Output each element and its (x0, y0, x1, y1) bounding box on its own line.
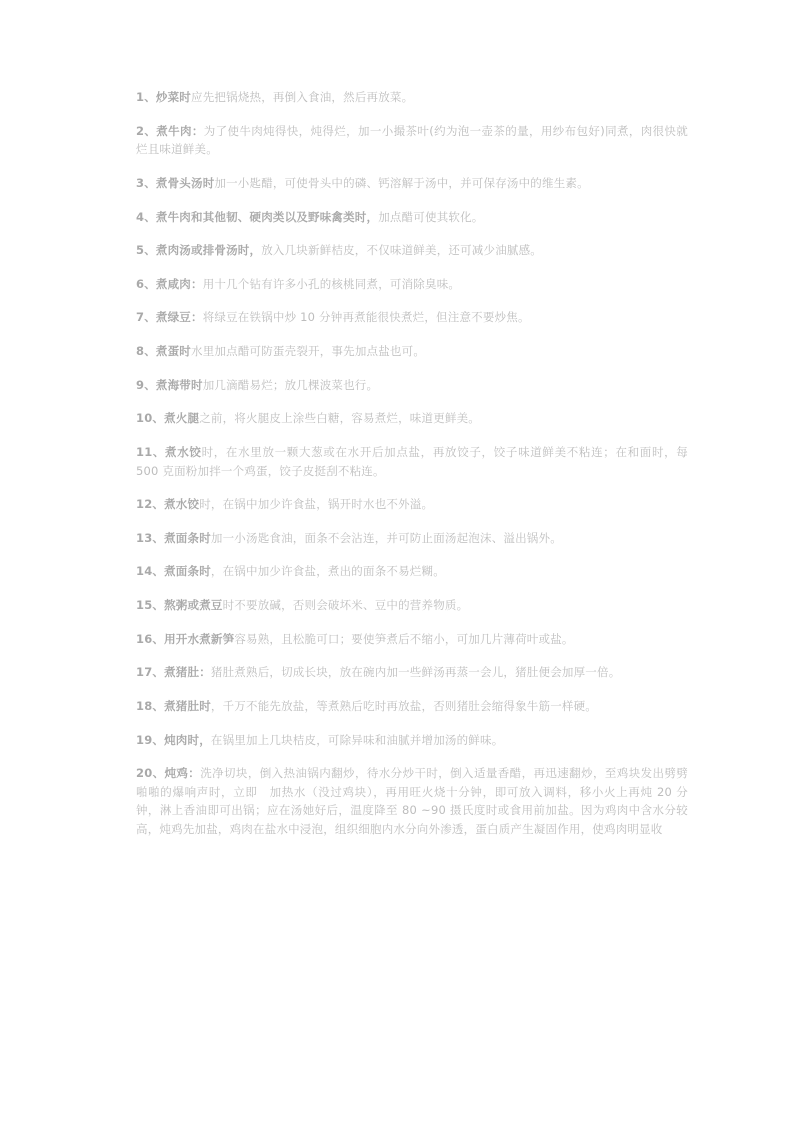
tip-paragraph-9 (136, 376, 688, 395)
tip-lead-2: 2、煮牛肉： (136, 123, 204, 138)
tip-lead-6: 6、煮咸肉： (136, 276, 203, 291)
tip-text-18: ，千万不能先放盐，等煮熟后吃时再放盐，否则猪肚会缩得象牛筋一样硬。 (210, 698, 598, 713)
tip-paragraph-20 (136, 764, 688, 839)
tip-lead-12: 12、煮水饺 (136, 497, 200, 512)
tip-paragraph-10 (136, 409, 688, 428)
tip-text-6: 用十几个钻有许多小孔的核桃同煮，可消除臭味。 (202, 276, 461, 291)
tip-lead-14: 14、煮面条时 (136, 564, 211, 579)
tip-paragraph-17 (136, 663, 688, 682)
tip-paragraph-8 (136, 342, 688, 361)
tip-text-7: 将绿豆在铁锅中炒 10 分钟再煮能很快煮烂，但注意不要炒焦。 (202, 310, 530, 325)
tip-paragraph-5 (136, 241, 688, 260)
tip-paragraph-3 (136, 174, 688, 193)
tip-lead-19: 19、炖肉时， (136, 732, 211, 747)
tip-text-19: 在锅里加上几块桔皮，可除异味和油腻并增加汤的鲜味。 (210, 732, 504, 747)
tip-lead-9: 9、煮海带时 (136, 377, 203, 392)
tip-lead-1: 1、炒菜时 (136, 90, 192, 104)
tip-text-2: 为了使牛肉炖得快，炖得烂，加一小撮茶叶(约为泡一壶茶的量，用纱布包好)同煮，肉很快就烂且味道鲜美。 (136, 123, 688, 157)
tip-lead-4: 4、煮牛肉和其他韧、硬肉类以及野味禽类时， (136, 209, 379, 224)
tip-lead-8: 8、煮蛋时 (136, 344, 192, 358)
tip-lead-17: 17、煮猪肚： (136, 665, 211, 680)
tip-lead-10: 10、煮火腿 (136, 411, 200, 426)
tip-text-10: 之前，将火腿皮上涂些白糖，容易煮烂，味道更鲜美。 (199, 411, 481, 426)
tip-text-9: 加几滴醋易烂；放几棵波菜也行。 (202, 377, 379, 392)
tip-lead-20: 20、炖鸡： (136, 766, 201, 781)
tip-lead-7: 7、煮绿豆： (136, 310, 203, 325)
tip-text-1: 应先把锅烧热，再倒入食油，然后再放菜。 (191, 90, 414, 104)
tip-paragraph-2 (136, 122, 688, 159)
tip-text-8: 水里加点醋可防蛋壳裂开，事先加点盐也可。 (191, 344, 426, 358)
tip-text-13: 加一小汤匙食油，面条不会沾连，并可防止面汤起泡沫、溢出锅外。 (210, 530, 562, 545)
tip-lead-5: 5、煮肉汤或排骨汤时， (136, 243, 262, 258)
tip-text-11: 时，在水里放一颗大葱或在水开后加点盐，再放饺子，饺子味道鲜美不粘连；在和面时，每 500 克面粉加拌一个鸡蛋，饺子皮挺刮不粘连。 (136, 444, 689, 478)
tip-text-14: ，在锅中加少许食盐，煮出的面条不易烂糊。 (210, 564, 445, 579)
tip-text-4: 加点醋可使其软化。 (378, 209, 484, 224)
tip-text-16: 容易熟，且松脆可口；要使笋煮后不缩小，可加几片薄荷叶或盐。 (234, 631, 574, 646)
tip-lead-15: 15、熬粥或煮豆 (136, 598, 223, 612)
tip-lead-18: 18、煮猪肚时 (136, 698, 211, 713)
tip-text-15: 时不要放碱，否则会破坏米、豆中的营养物质。 (222, 598, 469, 612)
tip-text-3: 加一小匙醋，可使骨头中的磷、钙溶解于汤中，并可保存汤中的维生素。 (214, 175, 589, 190)
tip-text-5: 放入几块新鲜桔皮，不仅味道鲜美，还可减少油腻感。 (261, 243, 543, 258)
tip-paragraph-7 (136, 308, 688, 327)
tip-paragraph-4 (136, 208, 688, 227)
tip-paragraph-15 (136, 596, 688, 615)
tip-paragraph-12 (136, 495, 688, 514)
tip-lead-11: 11、煮水饺 (136, 444, 202, 459)
tip-paragraph-14 (136, 562, 688, 581)
tip-lead-3: 3、煮骨头汤时 (136, 175, 215, 190)
tip-paragraph-18 (136, 697, 688, 716)
tip-text-17: 猪肚煮熟后，切成长块，放在碗内加一些鲜汤再蒸一会儿，猪肚便会加厚一倍。 (210, 665, 621, 680)
tip-paragraph-19 (136, 731, 688, 750)
tip-paragraph-11 (136, 443, 688, 480)
tip-text-20: 洗净切块，倒入热油锅内翻炒，待水分炒干时，倒入适量香醋，再迅速翻炒，至鸡块发出劈劈啪啪的爆响声时，立即 加热水（没过鸡块），再用旺火烧十分钟，即可放入调料，移小火上再炖 20 分钟，淋上香油即可出锅；应在汤她好后，温度降至 80 ~90 摄氏度时或食用前加盐。因为鸡肉中含水分较高，炖鸡先加盐，鸡肉在盐水中浸泡，组织细胞内水分向外渗透，蛋白质产生凝固作用，使鸡肉明显收 (136, 766, 688, 836)
tip-lead-16: 16、用开水煮新笋 (136, 631, 235, 646)
tip-paragraph-13 (136, 529, 688, 548)
tip-paragraph-6 (136, 275, 688, 294)
tip-text-12: 时，在锅中加少许食盐，锅开时水也不外溢。 (199, 497, 434, 512)
tip-paragraph-1 (136, 88, 688, 107)
tip-paragraph-16 (136, 630, 688, 649)
tip-lead-13: 13、煮面条时 (136, 530, 211, 545)
